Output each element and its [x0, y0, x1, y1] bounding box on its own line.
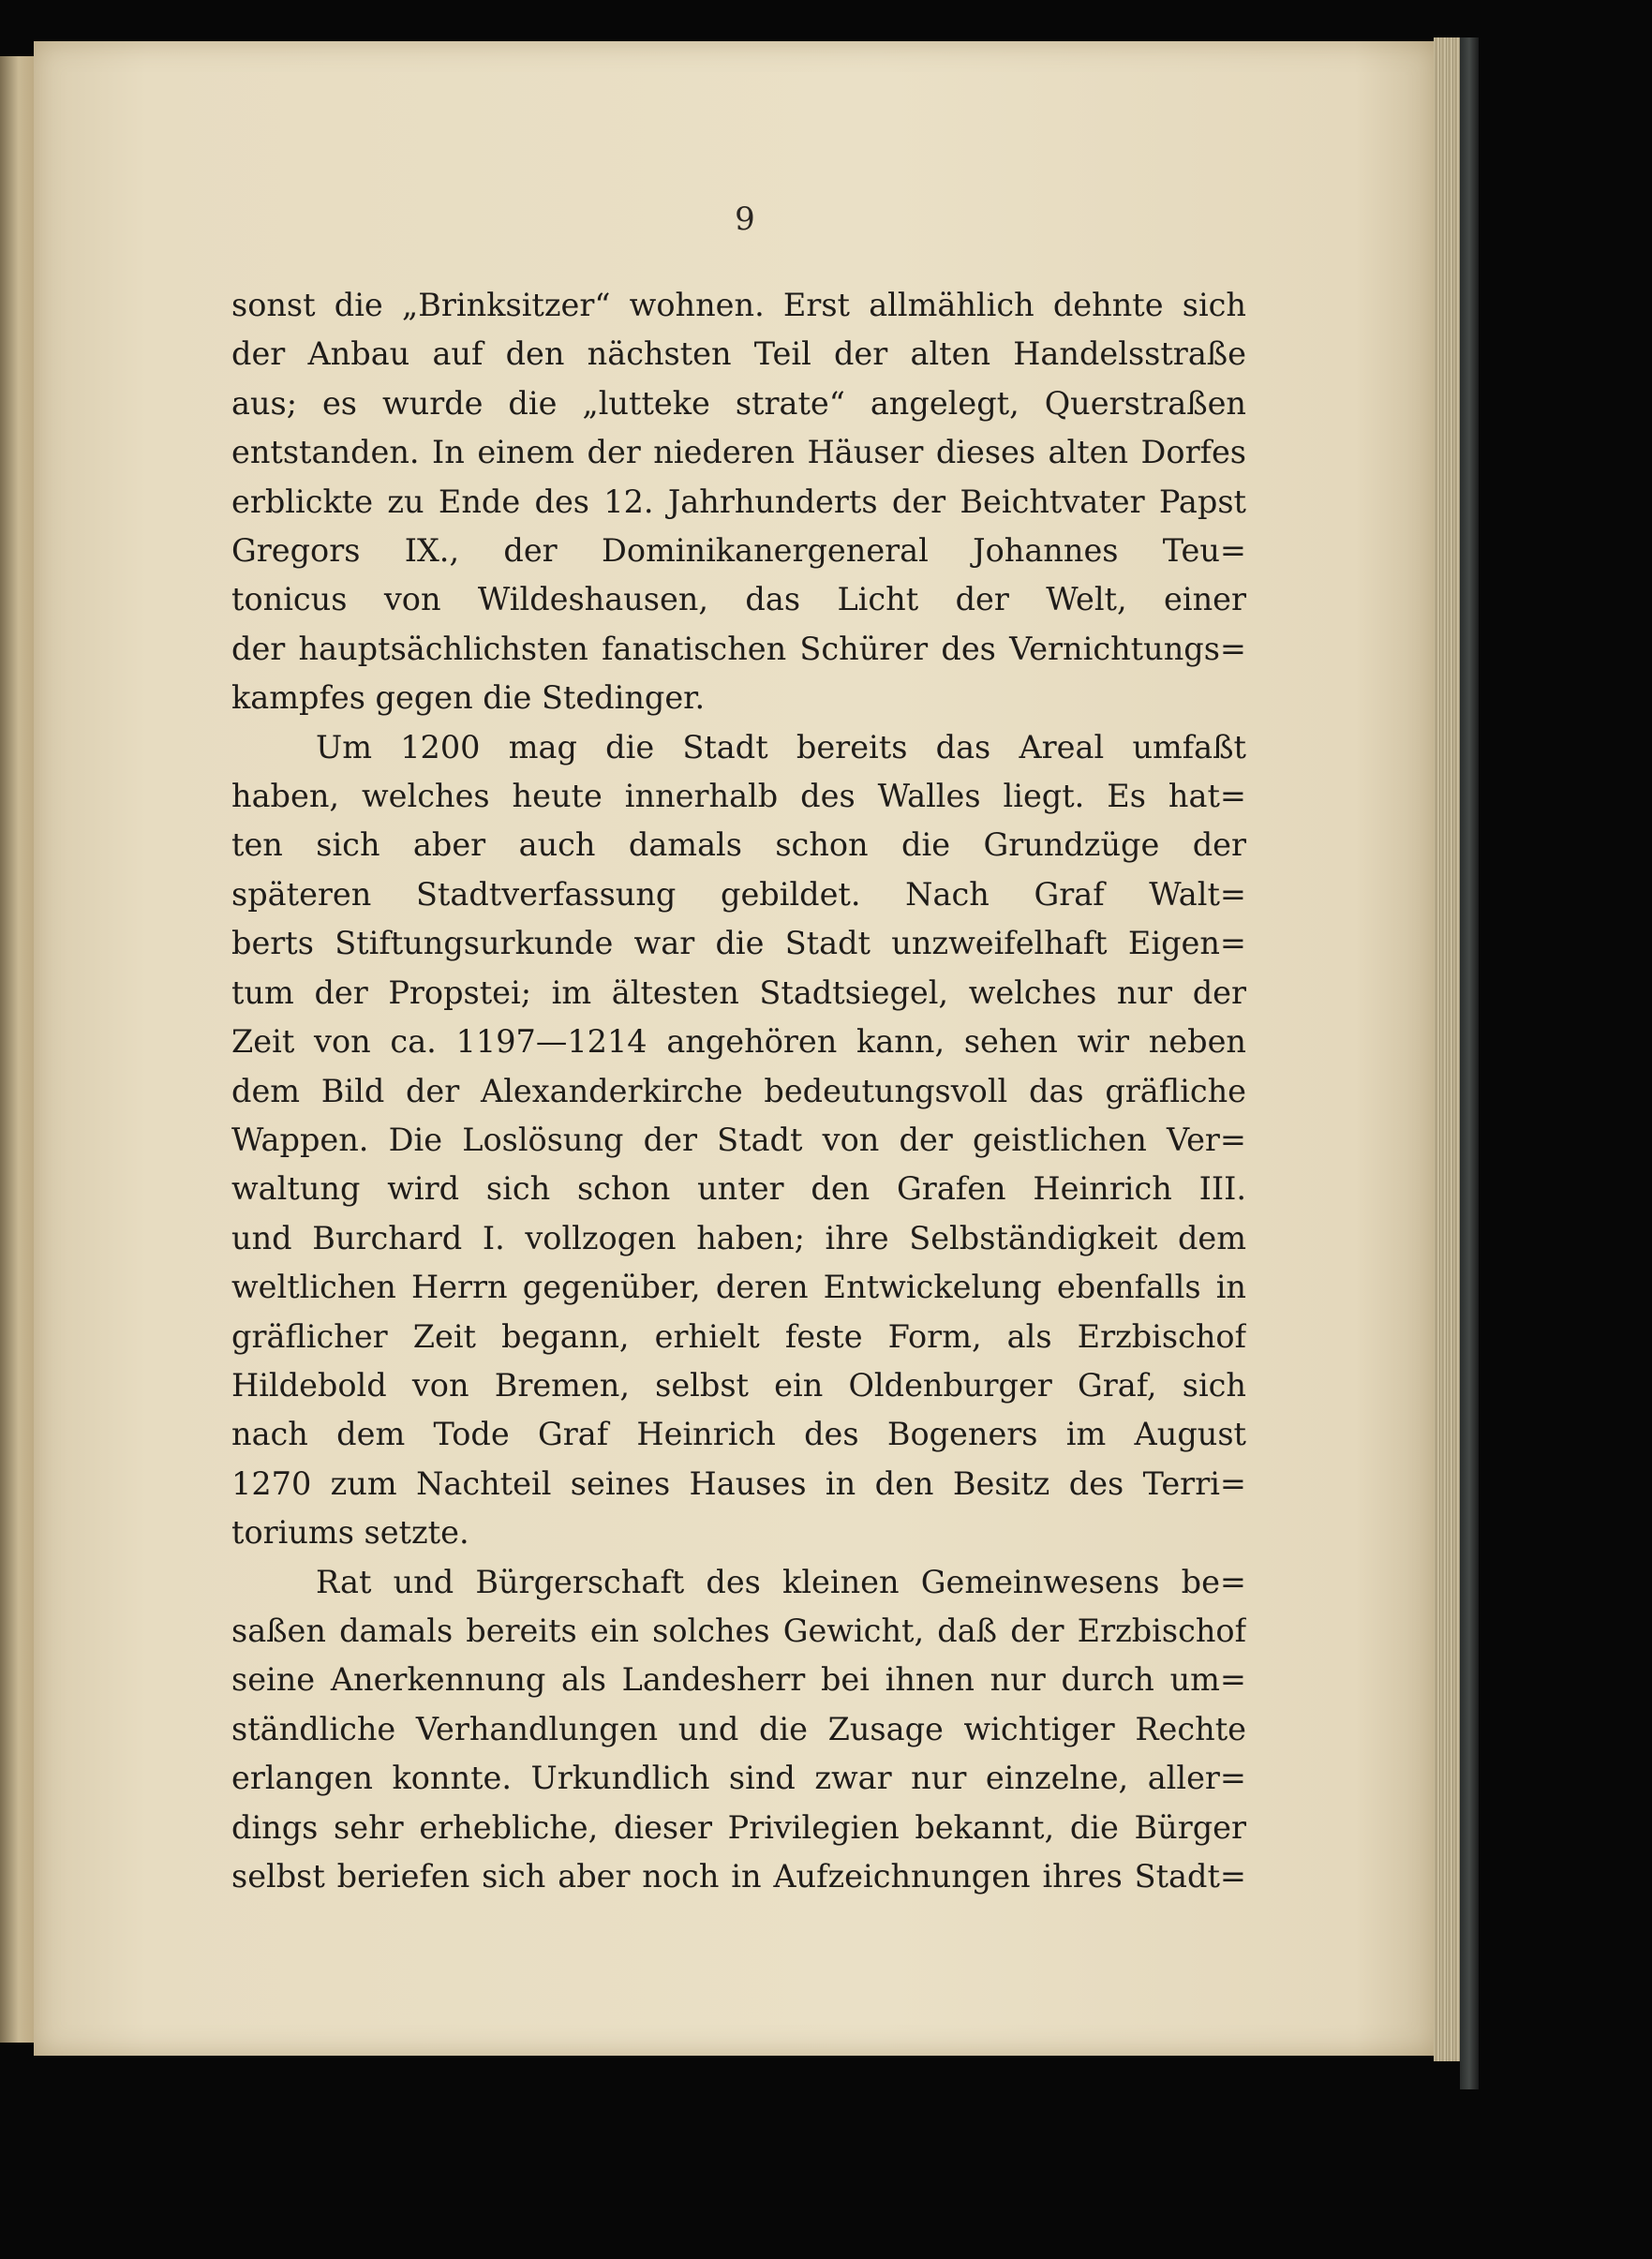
text-line: der hauptsächlichsten fanatischen Schürer des Vernichtungs= — [231, 630, 1246, 667]
text-line: gräflicher Zeit begann, erhielt feste Form, als Erzbischof — [231, 1317, 1246, 1355]
text-line: aus; es wurde die „lutteke strate“ angelegt, Querstraßen — [231, 384, 1246, 422]
book-cover-edge — [1460, 37, 1479, 2089]
text-line: Um 1200 mag die Stadt bereits das Areal umfaßt — [316, 728, 1246, 765]
text-line: ten sich aber auch damals schon die Grundzüge der — [231, 826, 1246, 864]
body-text — [231, 281, 1246, 1901]
text-line: Zeit von ca. 1197—1214 angehören kann, sehen wir neben — [231, 1023, 1246, 1061]
text-line: waltung wird sich schon unter den Grafen Heinrich III. — [231, 1170, 1246, 1208]
text-line: saßen damals bereits ein solches Gewicht, daß der Erzbischof — [231, 1612, 1246, 1649]
text-line: sonst die „Brinksitzer“ wohnen. Erst allmählich dehnte sich — [231, 287, 1246, 323]
text-line: seine Anerkennung als Landesherr bei ihnen nur durch um= — [231, 1661, 1246, 1699]
text-line: erblickte zu Ende des 12. Jahrhunderts der Beichtvater Papst — [231, 483, 1246, 520]
page-number: 9 — [735, 201, 755, 238]
text-line: erlangen konnte. Urkundlich sind zwar nur einzelne, aller= — [231, 1760, 1246, 1797]
text-line: tum der Propstei; im ältesten Stadtsiegel, welches nur der — [231, 973, 1246, 1011]
text-line: kampfes gegen die Stedinger. — [231, 679, 706, 717]
text-line: Wappen. Die Loslösung der Stadt von der geistlichen Ver= — [231, 1121, 1246, 1158]
text-line: späteren Stadtverfassung gebildet. Nach Graf Walt= — [231, 875, 1246, 913]
text-line: der Anbau auf den nächsten Teil der alten Handelsstraße — [231, 335, 1246, 373]
page-edges — [1434, 37, 1462, 2061]
text-line: weltlichen Herrn gegenüber, deren Entwickelung ebenfalls in — [231, 1269, 1246, 1306]
text-line: nach dem Tode Graf Heinrich des Bogeners im August — [231, 1416, 1246, 1453]
text-line: und Burchard I. vollzogen haben; ihre Selbständigkeit dem — [231, 1219, 1246, 1256]
text-line: tonicus von Wildeshausen, das Licht der Welt, einer — [231, 581, 1246, 618]
text-line: ständliche Verhandlungen und die Zusage wichtiger Rechte — [231, 1710, 1246, 1747]
text-line: Rat und Bürgerschaft des kleinen Gemeinwesens be= — [316, 1563, 1246, 1600]
text-line: 1270 zum Nachteil seines Hauses in den Besitz des Terri= — [231, 1464, 1246, 1502]
text-line: Hildebold von Bremen, selbst ein Oldenburger Graf, sich — [231, 1366, 1246, 1404]
text-line: haben, welches heute innerhalb des Walles liegt. Es hat= — [231, 778, 1246, 815]
text-line: toriums setzte. — [231, 1514, 469, 1552]
text-line: dings sehr erhebliche, dieser Privilegien bekannt, die Bürger — [231, 1808, 1246, 1846]
text-line: berts Stiftungsurkunde war die Stadt unzweifelhaft Eigen= — [231, 925, 1246, 962]
text-line: Gregors IX., der Dominikanergeneral Johannes Teu= — [231, 532, 1246, 570]
text-line: dem Bild der Alexanderkirche bedeutungsvoll das gräfliche — [231, 1072, 1246, 1109]
text-line: entstanden. In einem der niederen Häuser dieses alten Dorfes — [231, 434, 1246, 471]
text-line: selbst beriefen sich aber noch in Aufzeichnungen ihres Stadt= — [231, 1858, 1246, 1895]
